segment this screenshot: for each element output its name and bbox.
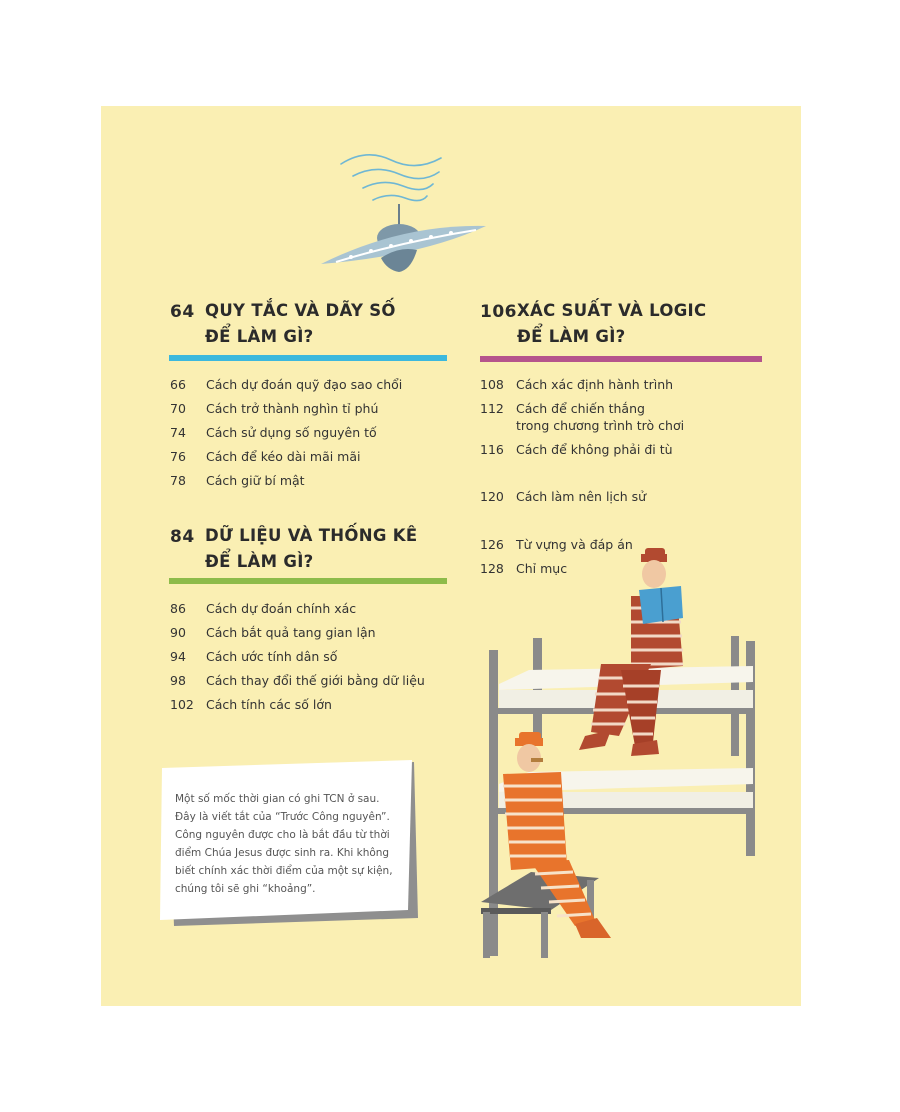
note-text: Một số mốc thời gian có ghi TCN ở sau. Đây là viết tắt của “Trước Công nguyên”. Công nguyên được cho là bắt đầu từ thời điểm Chúa Jesus được sinh ra. Khi không biết chính xác thời điểm của một sự kiện, chúng tôi sẽ ghi “khoảng”. [175,793,393,895]
section-number: 84 [170,527,195,547]
section-number: 106 [480,302,517,322]
section-title-line2: ĐỂ LÀM GÌ? [205,327,314,346]
bunk-bed-prisoners-illustration [471,546,771,966]
ufo-illustration [311,146,501,276]
section-number: 64 [170,302,195,322]
section-bar [480,356,762,362]
section-title-line2: ĐỂ LÀM GÌ? [205,552,314,571]
book-page: 64 QUY TẮC VÀ DÃY SỐ ĐỂ LÀM GÌ? 66 Cách dự đoán quỹ đạo sao chổi 70 Cách trở thành nghìn tỉ phú 74 Cách sử dụng số nguyên tố 76 Cách để kéo dài mãi mãi 78 Cách giữ bí mật 84 DỮ LIỆU VÀ THỐNG KÊ ĐỂ LÀM GÌ? 86 Cách dự đoán chính xác 90 Cách bắt quả tang gian lận 94 Cách ước tính dân số 98 Cách thay đổi thế giới bằng dữ liệu 102 Cách tính các số lớn 106 XÁC SUẤT VÀ LOGIC ĐỂ LÀM GÌ? 108 Cách xác định hành trình 112 Cách để chiến thắng trong chương trình trò chơi 116 Cách để không phải đi tù 120 Cách làm nên lịch sử 126 Từ vựng và đáp án 128 Chỉ mục Một số mốc thời gian có ghi TCN ở sau. Đây là viết tắt của “Trước Công nguyên”. Công nguyên được cho là bắt đầu từ thời điểm Chúa Jesus được sinh ra. Khi không biết chính xác thời điểm của một sự kiện, chúng tôi sẽ ghi “khoảng”. [101,106,801,1006]
section-bar [169,355,447,361]
section-title-line1: DỮ LIỆU VÀ THỐNG KÊ [205,526,418,545]
section-title [517,298,706,350]
section-title [205,298,396,350]
section-title-line2: ĐỂ LÀM GÌ? [517,327,626,346]
section-title-line1: QUY TẮC VÀ DÃY SỐ [205,301,396,320]
section-bar [169,578,447,584]
section-title [205,523,417,575]
section-title-line1: XÁC SUẤT VÀ LOGIC [517,301,707,320]
